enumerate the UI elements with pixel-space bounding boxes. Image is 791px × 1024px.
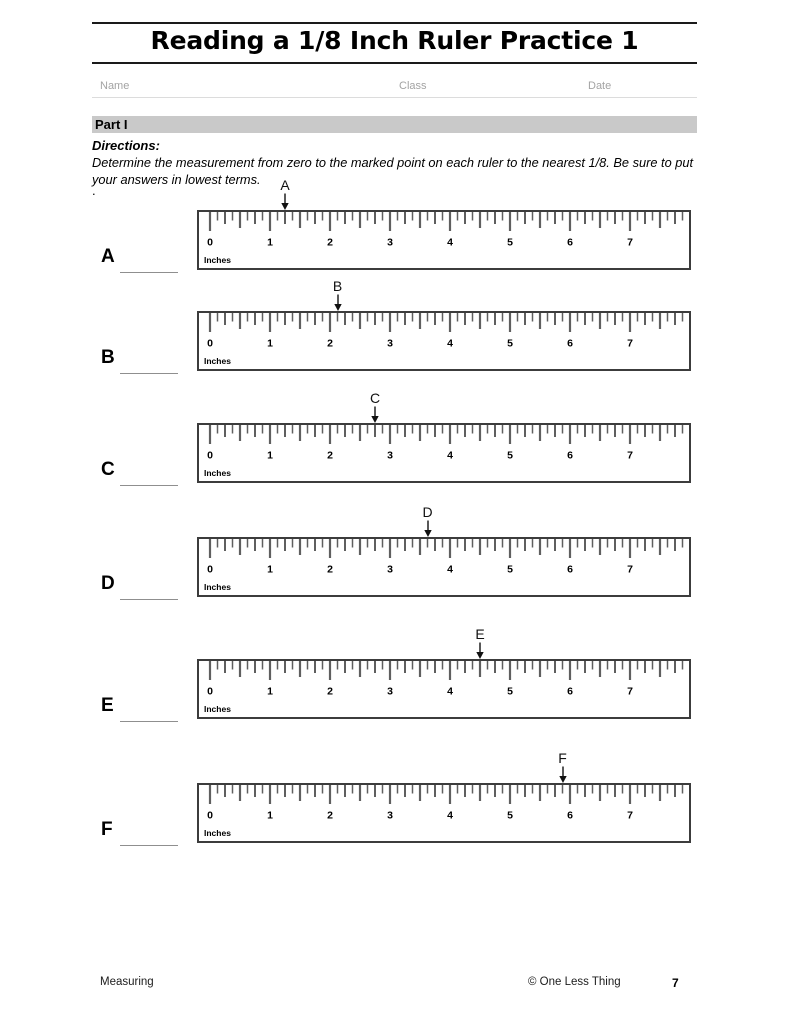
svg-text:3: 3 [387, 685, 393, 698]
answer-letter-label-c: C [101, 459, 115, 480]
pointer-arrow-icon [363, 406, 387, 423]
footer-left-label: Measuring [100, 976, 154, 988]
answer-blank-b[interactable] [120, 373, 178, 374]
pointer-arrow-icon [468, 642, 492, 659]
svg-text:2: 2 [327, 236, 333, 249]
svg-text:1: 1 [267, 337, 273, 350]
footer-copyright: © One Less Thing [528, 976, 621, 988]
svg-text:2: 2 [327, 809, 333, 822]
answer-blank-a[interactable] [120, 272, 178, 273]
svg-text:6: 6 [567, 563, 573, 576]
svg-text:6: 6 [567, 337, 573, 350]
svg-text:3: 3 [387, 563, 393, 576]
svg-text:4: 4 [447, 449, 453, 462]
inches-label: Inches [204, 356, 231, 366]
answer-blank-e[interactable] [120, 721, 178, 722]
answer-blank-f[interactable] [120, 845, 178, 846]
name-field-label[interactable]: Name [100, 80, 130, 92]
fields-underline [92, 97, 697, 98]
answer-letter-label-f: F [101, 819, 113, 840]
svg-text:0: 0 [207, 809, 213, 822]
svg-text:3: 3 [387, 337, 393, 350]
pointer-letter-e: E [475, 626, 485, 642]
answer-letter-label-d: D [101, 573, 115, 594]
pointer-letter-d: D [422, 504, 433, 520]
svg-text:7: 7 [627, 563, 633, 576]
svg-text:3: 3 [387, 449, 393, 462]
svg-text:6: 6 [567, 236, 573, 249]
inches-label: Inches [204, 582, 231, 592]
svg-text:0: 0 [207, 685, 213, 698]
svg-text:7: 7 [627, 337, 633, 350]
date-field-label[interactable]: Date [588, 80, 612, 92]
footer-page-number: 7 [672, 976, 679, 990]
svg-text:5: 5 [507, 563, 513, 576]
ruler-b [197, 311, 691, 371]
directions-text-line-2: your answers in lowest terms. [92, 172, 261, 187]
svg-text:0: 0 [207, 563, 213, 576]
pointer-arrow-icon [416, 520, 440, 537]
inches-label: Inches [204, 255, 231, 265]
svg-text:5: 5 [507, 809, 513, 822]
inches-label: Inches [204, 468, 231, 478]
page-title: Reading a 1/8 Inch Ruler Practice 1 [150, 26, 639, 55]
svg-text:5: 5 [507, 236, 513, 249]
svg-text:1: 1 [267, 685, 273, 698]
svg-text:7: 7 [627, 449, 633, 462]
svg-text:1: 1 [267, 236, 273, 249]
svg-text:2: 2 [327, 563, 333, 576]
svg-text:7: 7 [627, 236, 633, 249]
svg-text:0: 0 [207, 449, 213, 462]
ruler-e [197, 659, 691, 719]
svg-text:3: 3 [387, 236, 393, 249]
svg-text:0: 0 [207, 337, 213, 350]
inches-label: Inches [204, 828, 231, 838]
pointer-letter-a: A [280, 177, 290, 193]
answer-letter-label-a: A [101, 246, 115, 267]
ruler-f [197, 783, 691, 843]
svg-text:4: 4 [447, 236, 453, 249]
section-label: Part I [95, 117, 128, 132]
pointer-arrow-icon [551, 766, 575, 783]
svg-text:1: 1 [267, 563, 273, 576]
svg-text:7: 7 [627, 809, 633, 822]
pointer-arrow-icon [273, 193, 297, 210]
title-rule-bottom [92, 62, 697, 64]
svg-text:6: 6 [567, 449, 573, 462]
pointer-letter-c: C [369, 390, 381, 406]
svg-text:2: 2 [327, 685, 333, 698]
ruler-a [197, 210, 691, 270]
svg-text:6: 6 [567, 685, 573, 698]
svg-text:4: 4 [447, 809, 453, 822]
svg-text:5: 5 [507, 449, 513, 462]
svg-text:4: 4 [447, 337, 453, 350]
answer-blank-d[interactable] [120, 599, 178, 600]
svg-text:2: 2 [327, 337, 333, 350]
inches-label: Inches [204, 704, 231, 714]
svg-text:7: 7 [627, 685, 633, 698]
pointer-arrow-icon [326, 294, 350, 311]
directions-text-line-1: Determine the measurement from zero to the marked point on each ruler to the nearest 1/8. Be sure to put [92, 155, 694, 170]
section-header-bar [92, 116, 697, 133]
answer-blank-c[interactable] [120, 485, 178, 486]
svg-text:5: 5 [507, 685, 513, 698]
answer-letter-label-e: E [101, 695, 114, 716]
svg-text:4: 4 [447, 563, 453, 576]
pointer-letter-b: B [332, 278, 343, 294]
svg-text:1: 1 [267, 449, 273, 462]
svg-text:5: 5 [507, 337, 513, 350]
svg-text:6: 6 [567, 809, 573, 822]
directions-label: Directions: [92, 138, 160, 153]
pointer-letter-f: F [558, 750, 567, 766]
stray-period: . [92, 183, 96, 198]
ruler-c [197, 423, 691, 483]
ruler-d [197, 537, 691, 597]
svg-text:1: 1 [267, 809, 273, 822]
svg-text:4: 4 [447, 685, 453, 698]
svg-text:2: 2 [327, 449, 333, 462]
title-rule-top [92, 22, 697, 24]
svg-text:0: 0 [207, 236, 213, 249]
answer-letter-label-b: B [101, 347, 115, 368]
class-field-label[interactable]: Class [399, 80, 427, 92]
svg-text:3: 3 [387, 809, 393, 822]
